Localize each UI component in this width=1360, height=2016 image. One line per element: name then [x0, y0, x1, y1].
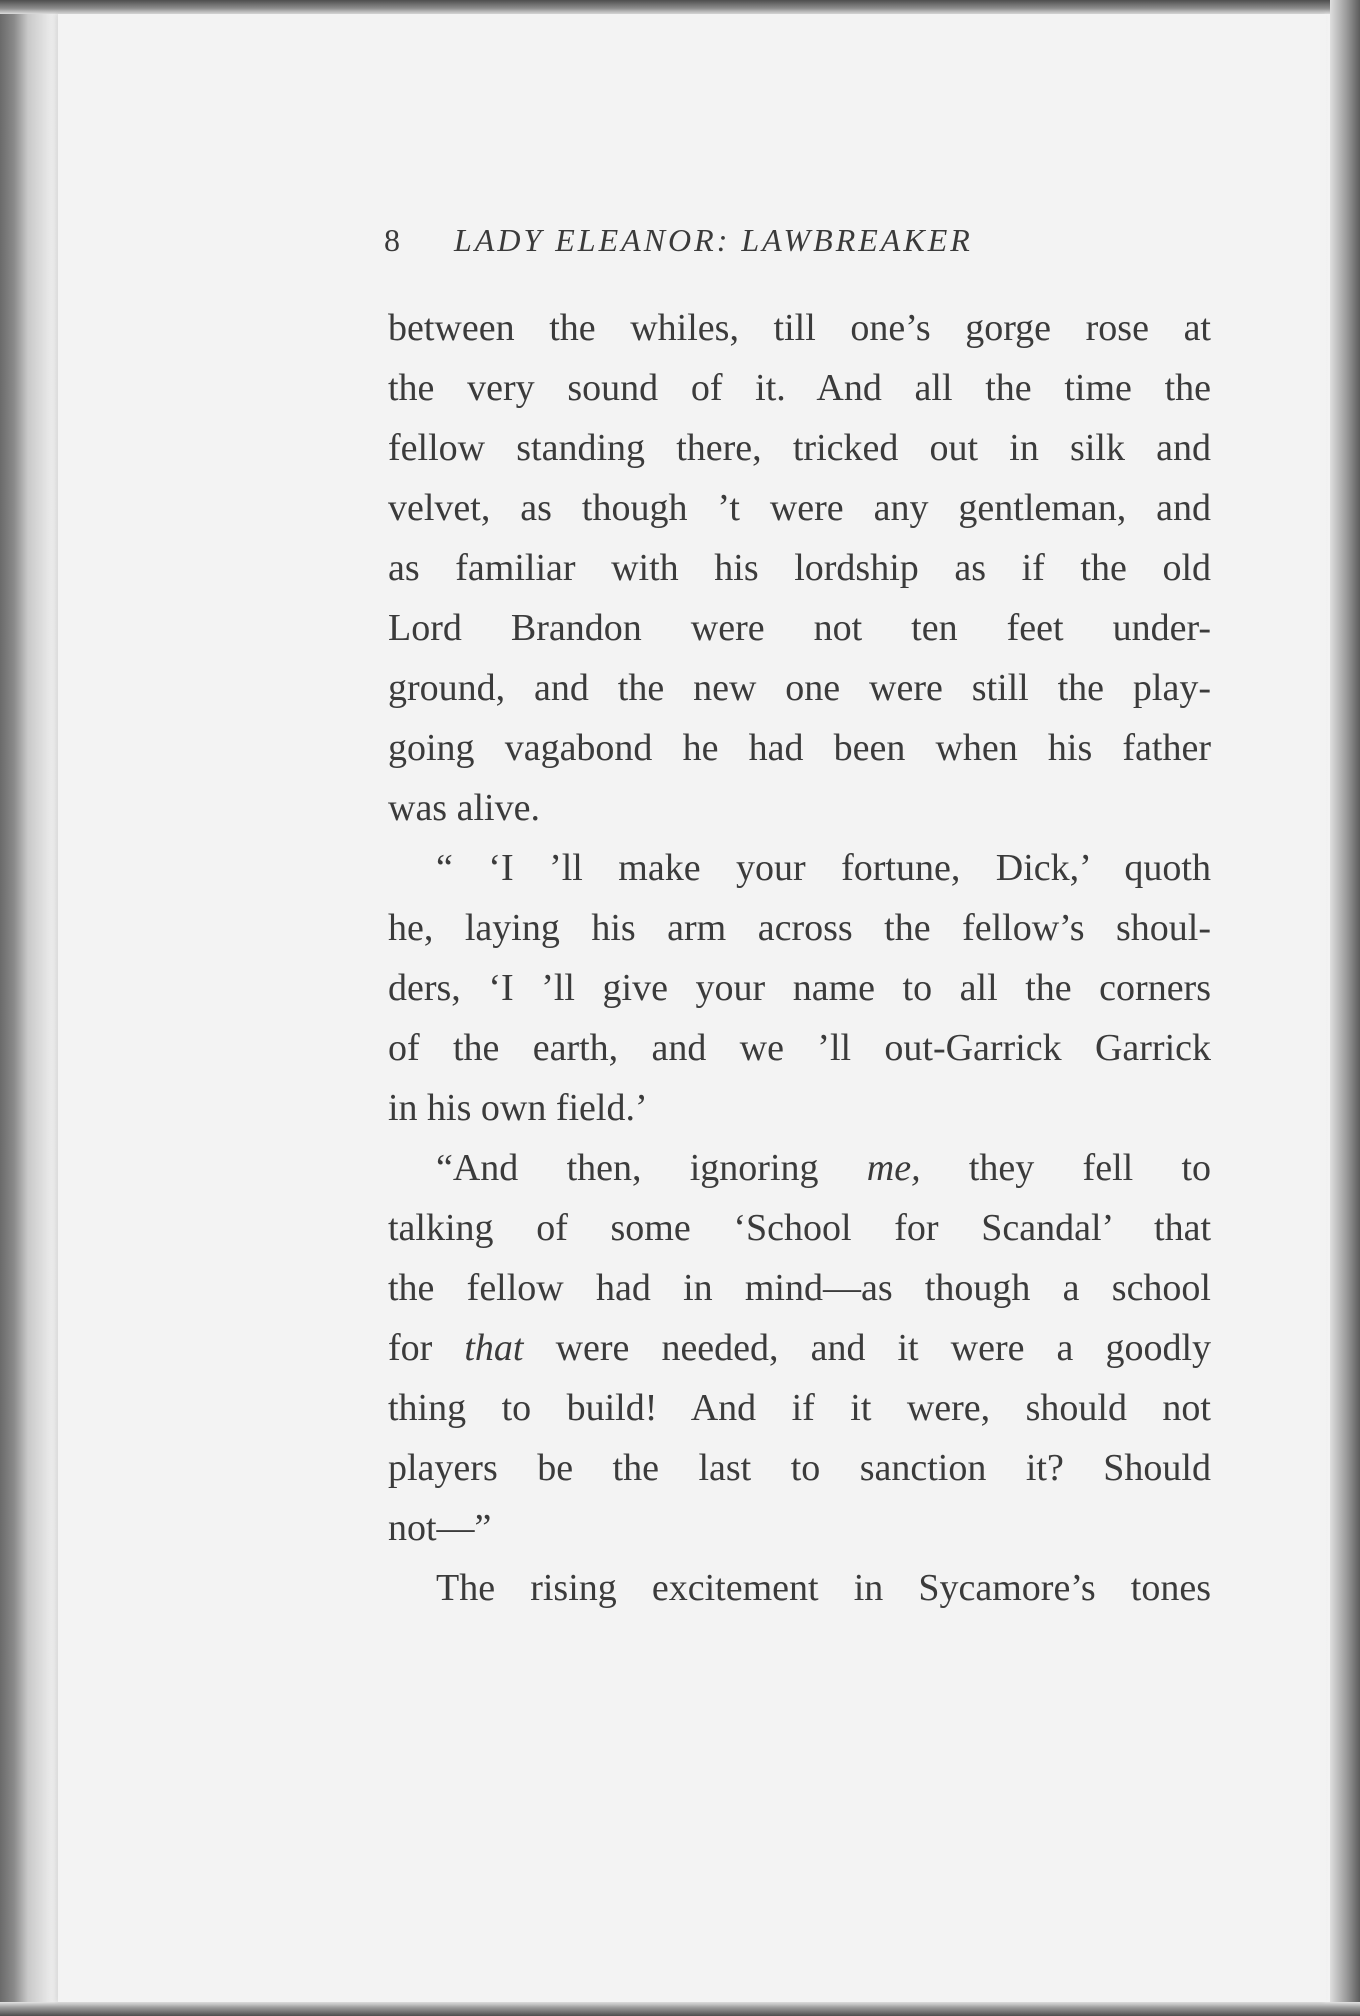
text-segment: for: [388, 1327, 433, 1369]
text-line: [388, 1138, 1211, 1198]
text-line: not—”: [388, 1507, 492, 1549]
text-line: he, laying his arm across the fellow’s shoul-: [388, 907, 1211, 949]
text-line: ground, and the new one were still the play-: [388, 667, 1211, 709]
text-line: going vagabond he had been when his father: [388, 727, 1211, 769]
text-line: players be the last to sanction it? Should: [388, 1447, 1211, 1489]
text-line: the very sound of it. And all the time the: [388, 367, 1211, 409]
page-header: [384, 222, 1184, 266]
text-segment: were needed, and it were a goodly: [555, 1327, 1211, 1369]
text-line: of the earth, and we ’ll out-Garrick Garrick: [388, 1027, 1211, 1069]
text-line: thing to build! And if it were, should not: [388, 1387, 1211, 1429]
page-number: 8: [384, 222, 402, 258]
body-text: [388, 298, 1211, 1618]
italic-word: me,: [866, 1147, 921, 1189]
text-line: Lord Brandon were not ten feet under-: [388, 607, 1211, 649]
text-segment: they fell to: [968, 1147, 1211, 1189]
text-line: was alive.: [388, 787, 540, 829]
text-line: between the whiles, till one’s gorge rose at: [388, 307, 1211, 349]
scan-right-edge: [1330, 0, 1360, 2016]
text-line: [388, 1318, 1211, 1378]
text-line: “ ‘I ’ll make your fortune, Dick,’ quoth: [436, 847, 1211, 889]
running-title: LADY ELEANOR: LAWBREAKER: [454, 222, 973, 258]
text-line: talking of some ‘School for Scandal’ that: [388, 1207, 1211, 1249]
text-line: as familiar with his lordship as if the old: [388, 547, 1211, 589]
text-segment: “And then, ignoring: [436, 1147, 819, 1189]
text-line: ders, ‘I ’ll give your name to all the corners: [388, 967, 1211, 1009]
text-line: fellow standing there, tricked out in silk and: [388, 427, 1211, 469]
scan-top-edge: [0, 0, 1360, 14]
text-line: The rising excitement in Sycamore’s tones: [436, 1567, 1211, 1609]
text-line: in his own field.’: [388, 1087, 648, 1129]
italic-word: that: [464, 1327, 524, 1369]
scan-bottom-edge: [0, 2002, 1360, 2016]
text-line: velvet, as though ’t were any gentleman, and: [388, 487, 1211, 529]
text-line: the fellow had in mind—as though a school: [388, 1267, 1211, 1309]
